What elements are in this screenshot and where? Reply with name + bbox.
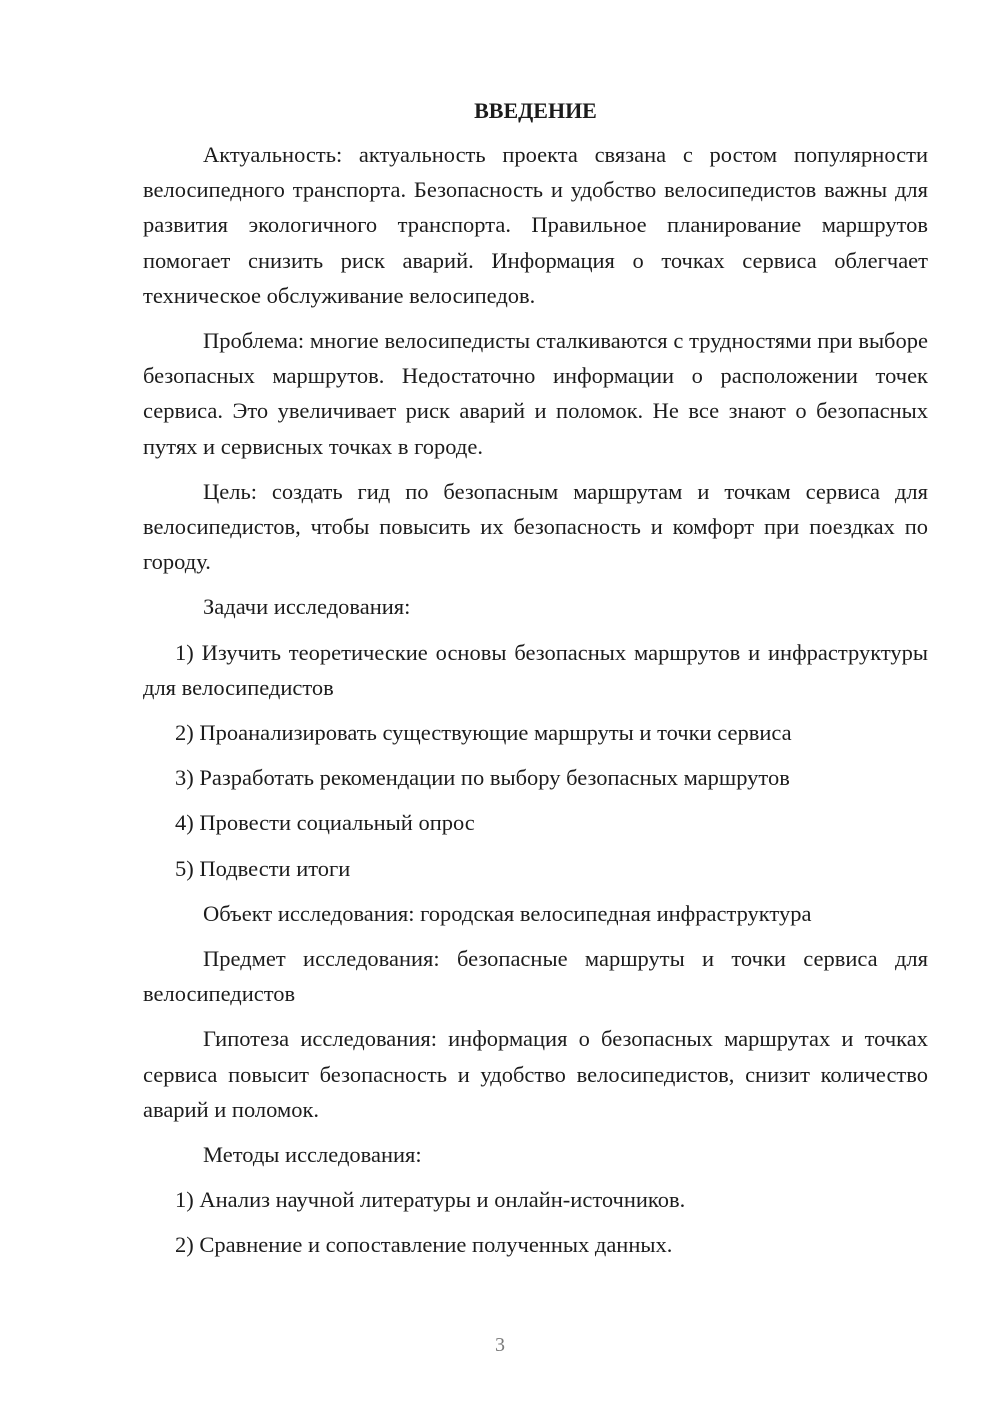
subject-paragraph: Предмет исследования: безопасные маршруты и точки сервиса для велосипедистов: [143, 946, 928, 1007]
page-number: 3: [495, 1334, 505, 1356]
task-item: 3) Разработать рекомендации по выбору безопасных маршрутов: [175, 765, 790, 791]
hypothesis-paragraph: Гипотеза исследования: информация о безопасных маршрутах и точках сервиса повысит безопасность и удобство велосипедистов, снизит количество аварий и поломок.: [143, 1026, 928, 1122]
method-item: 2) Сравнение и сопоставление полученных данных.: [175, 1232, 673, 1258]
task-item: 1) Изучить теоретические основы безопасных маршрутов и инфраструктуры для велосипедистов: [143, 639, 928, 700]
tasks-title: Задачи исследования:: [203, 594, 411, 620]
object-paragraph: Объект исследования: городская велосипедная инфраструктура: [203, 900, 812, 926]
task-item: 4) Провести социальный опрос: [175, 810, 475, 836]
method-item: 1) Анализ научной литературы и онлайн-источников.: [175, 1187, 686, 1213]
section-heading: ВВЕДЕНИЕ: [474, 98, 597, 123]
task-item: 5) Подвести итоги: [175, 855, 351, 881]
goal-paragraph: Цель: создать гид по безопасным маршрутам и точкам сервиса для велосипедистов, чтобы повысить их безопасность и комфорт при поездках по городу.: [143, 478, 928, 575]
methods-title: Методы исследования:: [203, 1142, 422, 1168]
document-body: [143, 96, 928, 1273]
relevance-paragraph: Актуальность: актуальность проекта связана с ростом популярности велосипедного транспорта. Безопасность и удобство велосипедистов важны для развития экологичного транспорта. Правильное планирование маршрутов помогает снизить риск аварий. Информация о точках сервиса облегчает техническое обслуживание велосипедов.: [143, 142, 928, 308]
problem-paragraph: Проблема: многие велосипедисты сталкиваются с трудностями при выборе безопасных маршрутов. Недостаточно информации о расположении точек сервиса. Это увеличивает риск аварий и поломок. Не все знают о безопасных путях и сервисных точках в городе.: [143, 328, 928, 459]
task-item: 2) Проанализировать существующие маршруты и точки сервиса: [175, 720, 792, 746]
